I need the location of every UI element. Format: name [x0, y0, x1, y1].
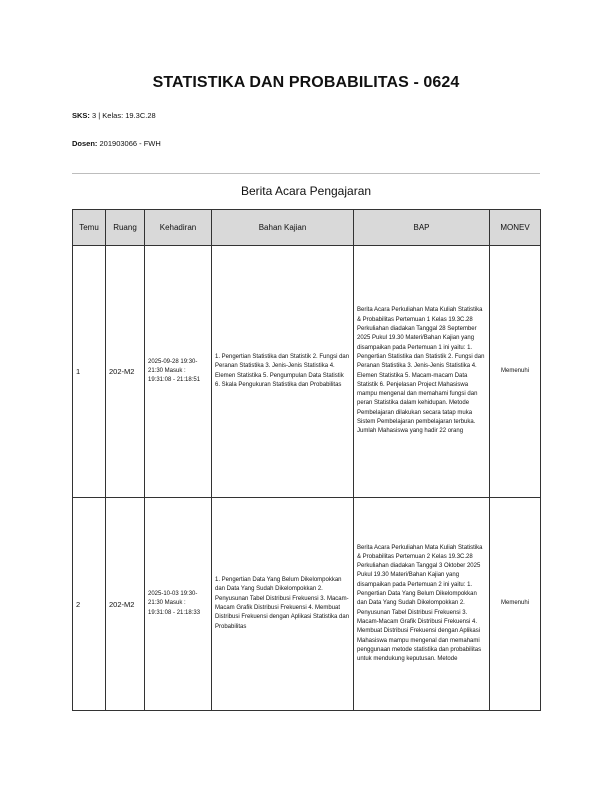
- bap-table: [72, 209, 541, 711]
- cell-bap: [354, 246, 490, 498]
- cell-ruang: 202-M2: [106, 498, 145, 711]
- sks-line: [72, 111, 156, 120]
- cell-bap: [354, 498, 490, 711]
- cell-monev: Memenuhi: [490, 498, 541, 711]
- cell-bahan-kajian: 1. Pengertian Statistika dan Statistik 2. Fungsi dan Peranan Statistika 3. Jenis-Jenis Statistika 4. Elemen Statistika 5. Pengumpulan Data Statistik 6. Skala Pengukuran Statistika dan Probabilitas: [212, 246, 354, 498]
- sks-label: SKS:: [72, 111, 90, 120]
- sks-value: 3 | Kelas: 19.3C.28: [92, 111, 156, 120]
- table-header-row: [73, 210, 541, 246]
- table-row: [73, 498, 541, 711]
- bap-text: Berita Acara Perkuliahan Mata Kuliah Statistika & Probabilitas Pertemuan 1 Kelas 19.3C.28 Perkuliahan diadakan Tanggal 28 September 2025 Pukul 19.30 Materi/Bahan Kajian yang disampaikan pada Pertemuan 1 ini yaitu: 1. Pengertian Statistika dan Statistik 2. Fungsi dan Peranan Statistika 3. Jenis-Jenis Statistika 4. Elemen Statistika 5. Macam-macam Data Statistik 6. Penjelasan Project Mahasiswa mampu mengenal dan memahami fungsi dan peran Statistika dalam kehidupan. Metode Pembelajaran dilakukan secara tatap muka Sistem Pembelajaran pembelajaran terbuka. Jumlah Mahasiswa yang hadir 22 orang: [357, 307, 485, 435]
- bap-text: Berita Acara Perkuliahan Mata Kuliah Statistika & Probabilitas Pertemuan 2 Kelas 19.3C.28 Perkuliahan diadakan Tanggal 3 Oktober 2025 Pukul 19.30 Materi/Bahan Kajian yang disampaikan pada Pertemuan 2 ini yaitu: 1. Pengertian Data Yang Belum Dikelompokkan dan Data Yang Sudah Dikelompokkan 2. Penyusunan Tabel Distribusi Frekuensi 3. Macam-Macam Grafik Distribusi Frekuensi 4. Membuat Distribusi Frekuensi dengan Aplikasi Mahasiswa mampu mengenal dan memahami penggunaan metode statistika dan probabilitas untuk mendukung keputusan. Metode: [357, 544, 483, 663]
- header-bap: BAP: [354, 210, 490, 246]
- cell-temu: 2: [73, 498, 106, 711]
- page-title: STATISTIKA DAN PROBABILITAS - 0624: [152, 74, 460, 91]
- header-temu: Temu: [73, 210, 106, 246]
- section-title: Berita Acara Pengajaran: [240, 184, 372, 198]
- header-kehadiran: Kehadiran: [145, 210, 212, 246]
- cell-bahan-kajian: 1. Pengertian Data Yang Belum Dikelompokkan dan Data Yang Sudah Dikelompokkan 2. Penyusunan Tabel Distribusi Frekuensi 3. Macam-Macam Grafik Distribusi Frekuensi 4. Membuat Distribusi Frekuensi dengan Aplikasi Statistika dan Probabilitas: [212, 498, 354, 711]
- cell-ruang: 202-M2: [106, 246, 145, 498]
- header-ruang: Ruang: [106, 210, 145, 246]
- cell-kehadiran: 2025-09-28 19:30-21:30 Masuk : 19:31:08 - 21:18:51: [145, 246, 212, 498]
- table-row: [73, 246, 541, 498]
- dosen-label: Dosen:: [72, 139, 98, 148]
- header-monev: MONEV: [490, 210, 541, 246]
- cell-kehadiran: 2025-10-03 19:30-21:30 Masuk : 19:31:08 - 21:18:33: [145, 498, 212, 711]
- cell-monev: Memenuhi: [490, 246, 541, 498]
- divider: [72, 173, 540, 174]
- header-bahan-kajian: Bahan Kajian: [212, 210, 354, 246]
- dosen-line: [72, 139, 161, 148]
- cell-temu: 1: [73, 246, 106, 498]
- dosen-value: 201903066 - FWH: [99, 139, 161, 148]
